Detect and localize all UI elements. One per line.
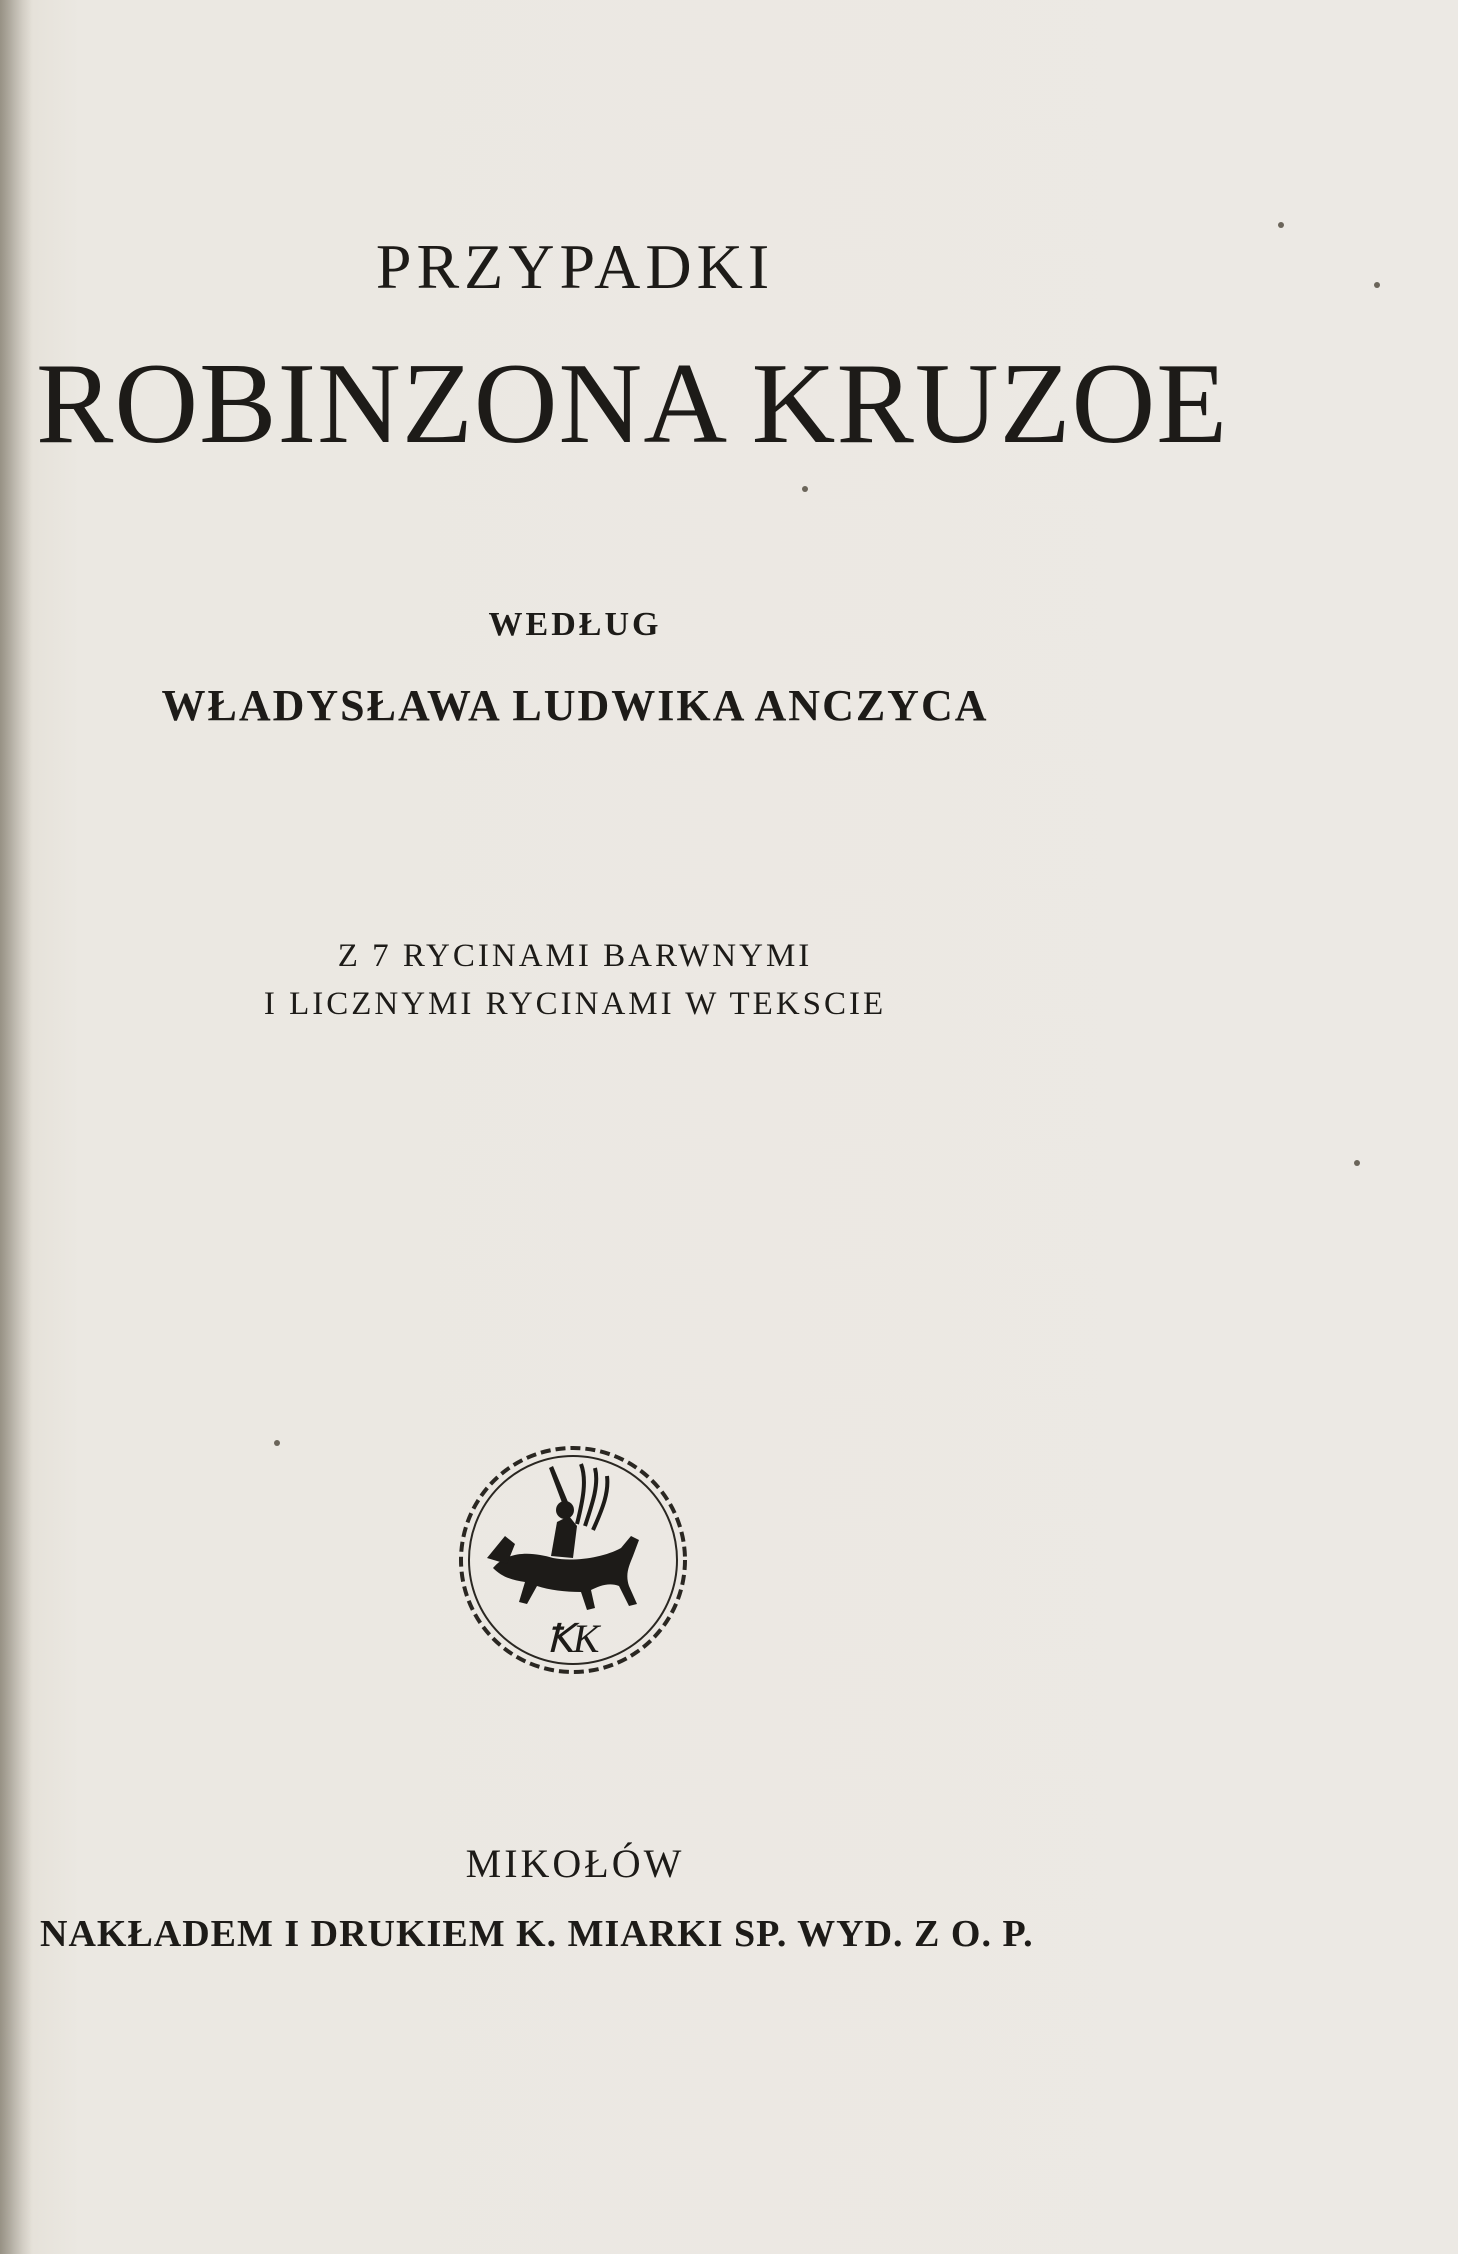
- pre-title: PRZYPADKI: [375, 231, 775, 302]
- spine-shadow: [0, 0, 32, 2254]
- paper-speck: [1374, 282, 1380, 288]
- paper-speck: [1354, 1160, 1360, 1166]
- paper-speck: [802, 486, 808, 492]
- paper-speck: [1278, 222, 1284, 228]
- paper-speck: [274, 1440, 280, 1446]
- emblem-monogram: ꝀK: [546, 1616, 600, 1661]
- rider-on-horse-seal-icon: [453, 1440, 693, 1680]
- according-to: WEDŁUG: [488, 606, 662, 643]
- illustrations-line-2: I LICZNYMI RYCINAMI W TEKSCIE: [263, 986, 887, 1022]
- main-title: ROBINZONA KRUZOE: [36, 340, 1229, 468]
- publication-city: MIKOŁÓW: [465, 1841, 685, 1886]
- illustrations-line-1: Z 7 RYCINAMI BARWNYMI: [337, 938, 813, 974]
- publisher-line: NAKŁADEM I DRUKIEM K. MIARKI SP. WYD. Z O. P.: [40, 1913, 1034, 1955]
- author-name: WŁADYSŁAWA LUDWIKA ANCZYCA: [161, 681, 989, 730]
